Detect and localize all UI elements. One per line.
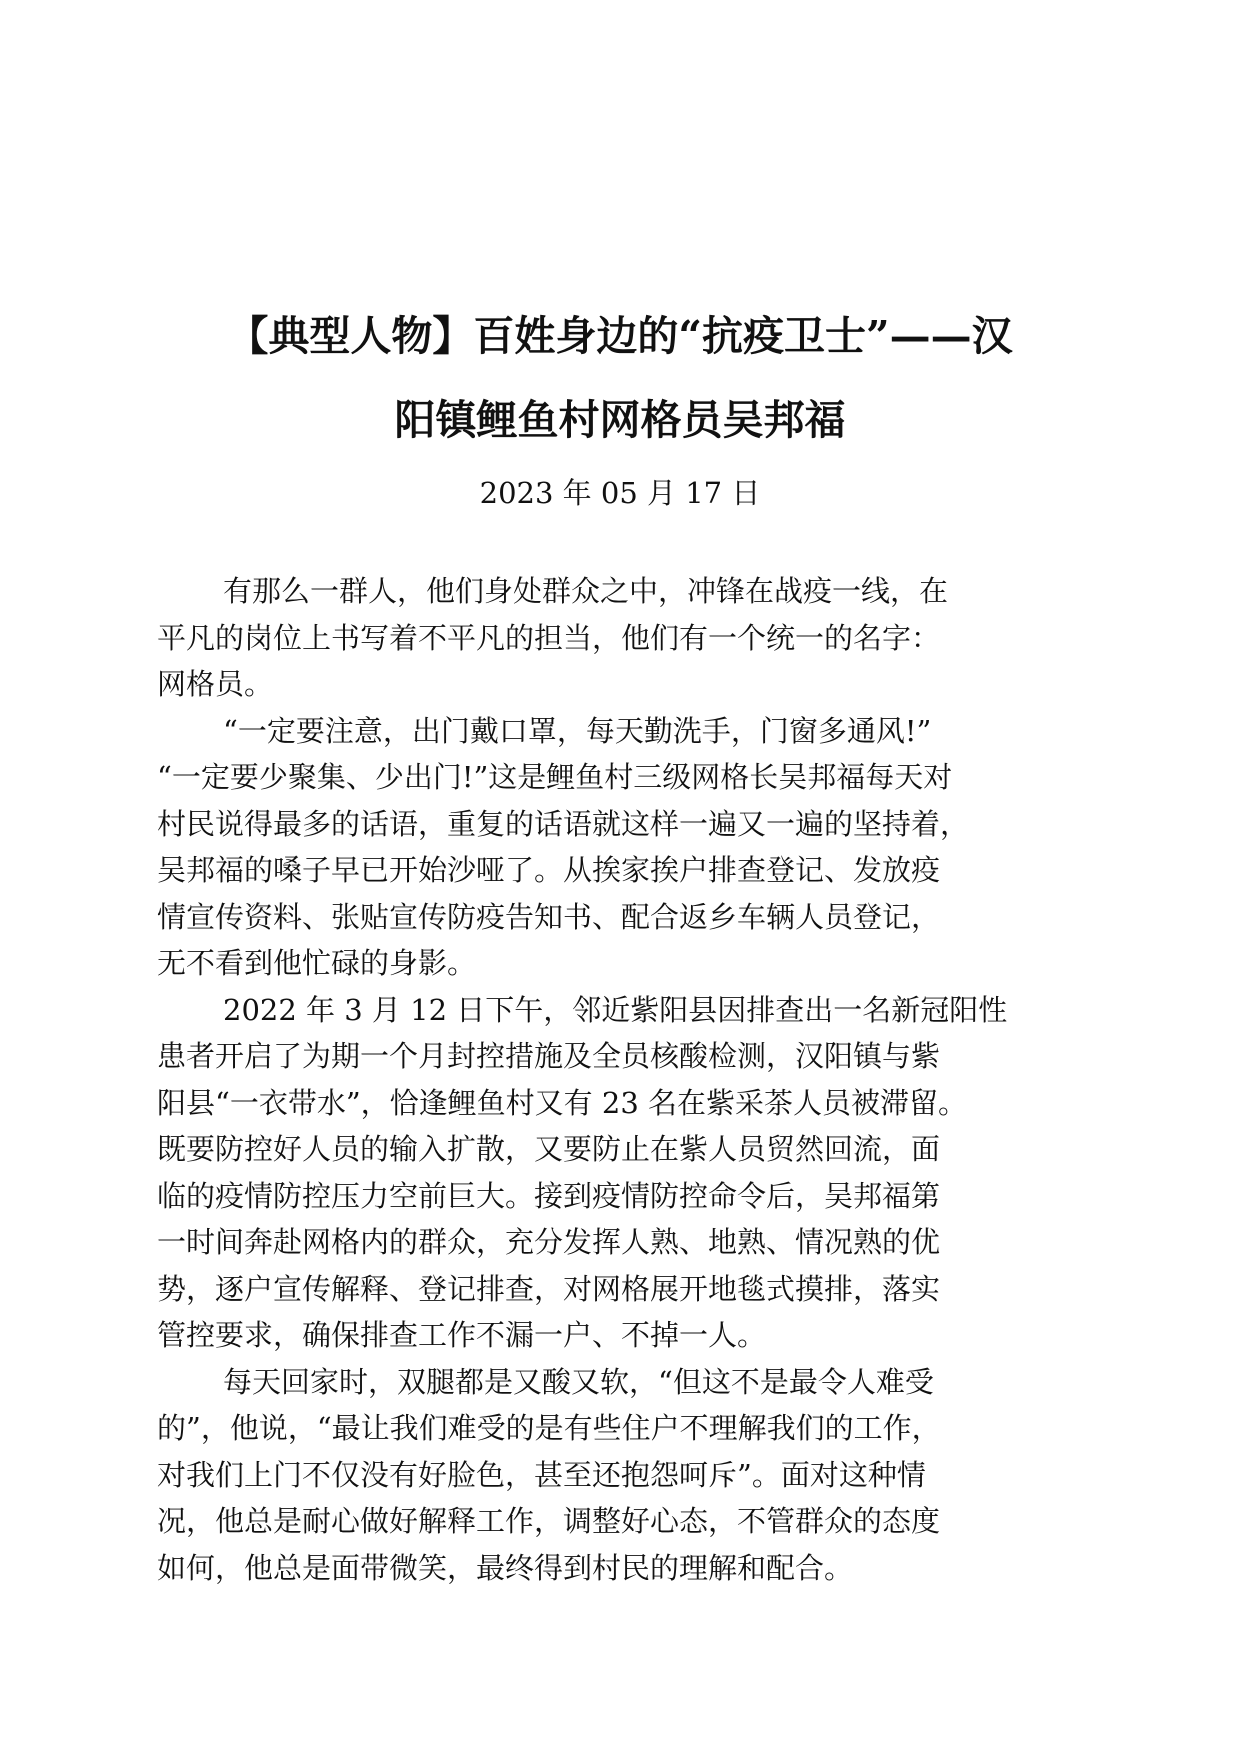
article-body: [157, 568, 1087, 1591]
publish-date: 2023 年 05 月 17 日: [479, 476, 761, 510]
paragraph-line: 2022 年 3 月 12 日下午，邻近紫阳县因排查出一名新冠阳性: [223, 992, 1008, 1027]
paragraph-line: “一定要注意，出门戴口罩，每天勤洗手，门窗多通风!”: [223, 713, 932, 748]
paragraph-line: “一定要少聚集、少出门!”这是鲤鱼村三级网格长吴邦福每天对: [157, 760, 953, 794]
article-title: [150, 294, 1090, 462]
paragraph-line: 无不看到他忙碌的身影。: [157, 946, 477, 980]
paragraph-line: 村民说得最多的话语，重复的话语就这样一遍又一遍的坚持着，: [157, 806, 970, 841]
title-line-1: 【典型人物】百姓身边的“抗疫卫士”——汉: [227, 312, 1013, 360]
paragraph-line: 对我们上门不仅没有好脸色，甚至还抱怨呵斥”。面对这种情: [157, 1457, 926, 1492]
paragraph-1: [157, 568, 1087, 708]
paragraph-line: 既要防控好人员的输入扩散，又要防止在紫人员贸然回流，面: [157, 1132, 941, 1166]
paragraph-line: 平凡的岗位上书写着不平凡的担当，他们有一个统一的名字：: [157, 620, 941, 655]
paragraph-2: [157, 708, 1087, 987]
paragraph-line: 有那么一群人，他们身处群众之中，冲锋在战疫一线，在: [223, 574, 949, 608]
paragraph-line: 临的疫情防控压力空前巨大。接到疫情防控命令后，吴邦福第: [157, 1178, 941, 1213]
paragraph-line: 阳县“一衣带水”，恰逢鲤鱼村又有 23 名在紫采茶人员被滞留。: [157, 1085, 967, 1120]
paragraph-3: [157, 987, 1087, 1359]
paragraph-line: 势，逐户宣传解释、登记排查，对网格展开地毯式摸排，落实: [157, 1271, 941, 1306]
title-line-2: 阳镇鲤鱼村网格员吴邦福: [394, 396, 846, 444]
paragraph-4: [157, 1359, 1087, 1592]
paragraph-line: 的”，他说，“最让我们难受的是有些住户不理解我们的工作，: [157, 1411, 941, 1445]
paragraph-line: 网格员。: [157, 667, 274, 701]
paragraph-line: 管控要求，确保排查工作不漏一户、不掉一人。: [157, 1318, 767, 1352]
paragraph-line: 吴邦福的嗓子早已开始沙哑了。从挨家挨户排查登记、发放疫: [157, 853, 941, 887]
paragraph-line: 况，他总是耐心做好解释工作，调整好心态，不管群众的态度: [157, 1504, 941, 1538]
paragraph-line: 每天回家时，双腿都是又酸又软，“但这不是最令人难受: [223, 1364, 934, 1399]
paragraph-line: 一时间奔赴网格内的群众，充分发挥人熟、地熟、情况熟的优: [157, 1225, 941, 1259]
paragraph-line: 患者开启了为期一个月封控措施及全员核酸检测，汉阳镇与紫: [157, 1039, 941, 1073]
paragraph-line: 如何，他总是面带微笑，最终得到村民的理解和配合。: [157, 1550, 854, 1585]
paragraph-line: 情宣传资料、张贴宣传防疫告知书、配合返乡车辆人员登记，: [157, 899, 941, 934]
